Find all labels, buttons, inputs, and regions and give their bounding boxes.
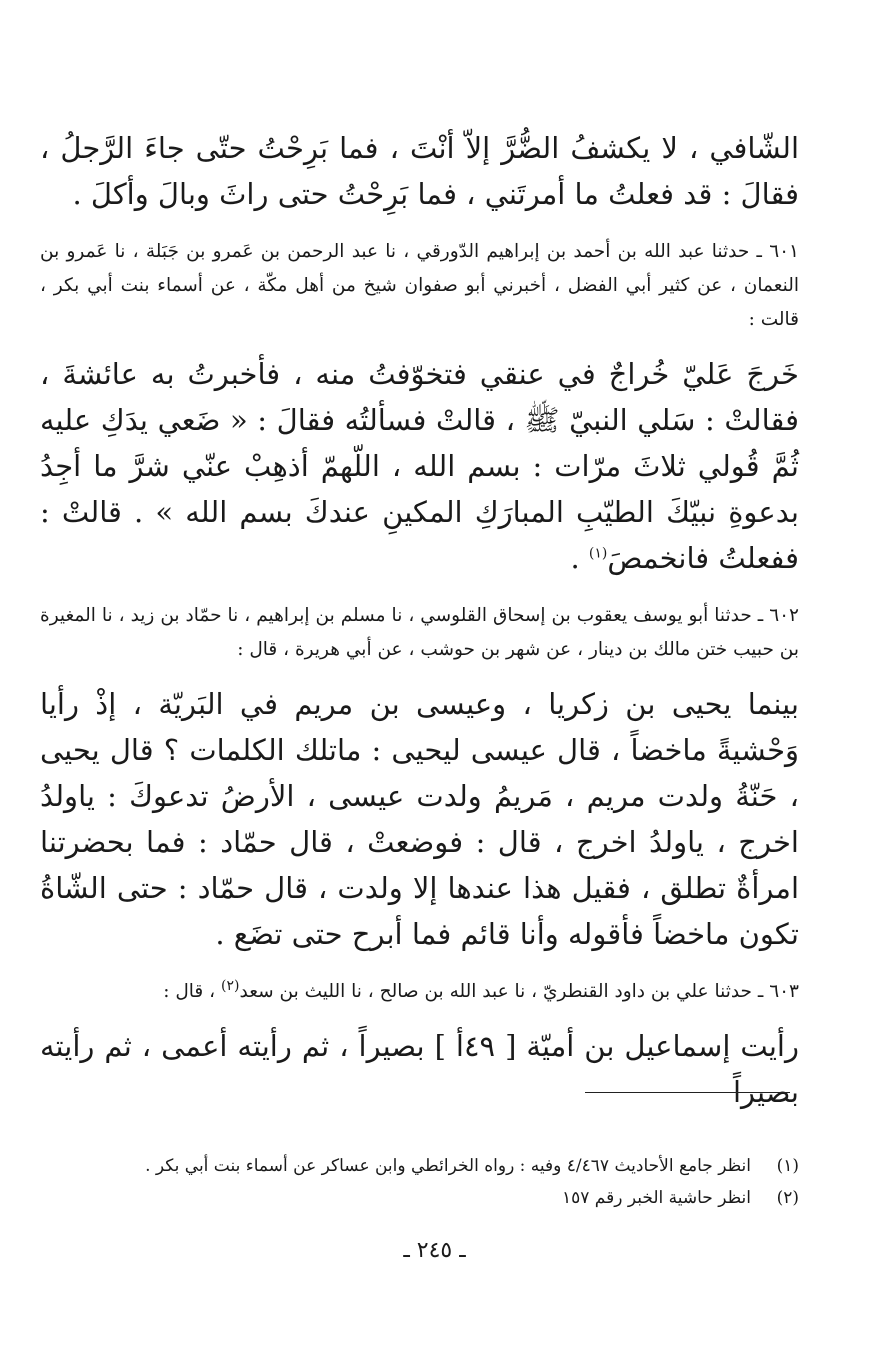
footnote-1 bbox=[40, 1150, 799, 1182]
isnad-603 bbox=[40, 975, 799, 1009]
footnote-2 bbox=[40, 1182, 799, 1214]
hadith-text-603: رأيت إسماعيل بن أميّة [ ٤٩أ ] بصيراً ، ثم رأيته أعمى ، ثم رأيته بصيراً bbox=[40, 1029, 799, 1109]
footnote-number: (١) bbox=[776, 1156, 799, 1176]
footnote-divider bbox=[585, 1092, 790, 1093]
footnote-number: (٢) bbox=[776, 1188, 799, 1208]
footnote-ref-1[interactable]: (١) bbox=[588, 545, 608, 562]
isnad-602: ٦٠٢ ـ حدثنا أبو يوسف يعقوب بن إسحاق القلوسي ، نا مسلم بن إبراهيم ، نا حمّاد بن زيد ، نا المغيرة بن حبيب ختن مالك بن دينار ، عن شهر بن حوشب ، عن أبي هريرة ، قال : bbox=[40, 605, 799, 660]
page-number: ـ ٢٤٥ ـ bbox=[403, 1238, 466, 1263]
hadith-text-601 bbox=[40, 351, 799, 581]
footnote-text: انظر حاشية الخبر رقم ١٥٧ bbox=[561, 1188, 751, 1208]
isnad-603-body: ٦٠٣ ـ حدثنا علي بن داود القنطريّ ، نا عبد الله بن صالح ، نا الليث بن سعد bbox=[239, 981, 799, 1002]
isnad-601: ٦٠١ ـ حدثنا عبد الله بن أحمد بن إبراهيم الدّورقي ، نا عبد الرحمن بن عَمرو بن جَبَلة ، نا عَمرو بن النعمان ، عن كثير أبي الفضل ، أخبرني أبو صفوان شيخ من أهل مكّة ، عن أسماء بنت أبي بكر ، قالت : bbox=[40, 241, 799, 330]
footnote-text: انظر جامع الأحاديث ٤/٤٦٧ وفيه : رواه الخرائطي وابن عساكر عن أسماء بنت أبي بكر . bbox=[145, 1156, 751, 1176]
hadith-text-601-body: خَرجَ عَليّ خُراجٌ في عنقي فتخوّفتُ منه ، فأخبرتُ به عائشةَ ، فقالتْ : سَلي النبيّ ﷺ ، قالتْ فسألتُه فقالَ : « ضَعي يدَكِ عليه ثُمَّ قُولي ثلاثَ مرّات : بسم الله ، اللّهمّ أذهِبْ عنّي شرَّ ما أجِدُ بدعوةِ نبيّكَ الطيّبِ المبارَكِ المكينِ عندكَ بسم الله » . قالتْ : ففعلتُ فانخمصَ bbox=[40, 357, 799, 575]
page-body bbox=[40, 125, 799, 1115]
isnad-603-tail: ، قال : bbox=[163, 981, 222, 1002]
hadith-text-602: بينما يحيى بن زكريا ، وعيسى بن مريم في البَريّة ، إذْ رأيا وَحْشيةً ماخضاً ، قال عيسى ليحيى : ماتلك الكلمات ؟ قال يحيى ، حَنّةُ ولدت مريم ، مَريمُ ولدت عيسى ، الأرضُ تدعوكَ : ياولدُ اخرج ، ياولدُ اخرج ، قال : فوضعتْ ، قال حمّاد : فما بحضرتنا امرأةٌ تطلق ، فقيل هذا عندها إلا ولدت ، قال حمّاد : حتى الشّاةُ تكون ماخضاً فأقوله وأنا قائم فما أبرح حتى تضَع . bbox=[40, 687, 799, 951]
footnote-ref-2[interactable]: (٢) bbox=[221, 977, 240, 994]
footnotes bbox=[40, 1150, 799, 1214]
hadith-text: الشّافي ، لا يكشفُ الضُّرَّ إلاّ أنْتَ ، فما بَرِحْتُ حتّى جاءَ الرَّجلُ ، فقالَ : قد فعلتُ ما أمرتَني ، فما بَرِحْتُ حتى راثَ وبالَ وأكلَ . bbox=[40, 131, 799, 211]
hadith-text-601-tail: . bbox=[570, 541, 589, 575]
